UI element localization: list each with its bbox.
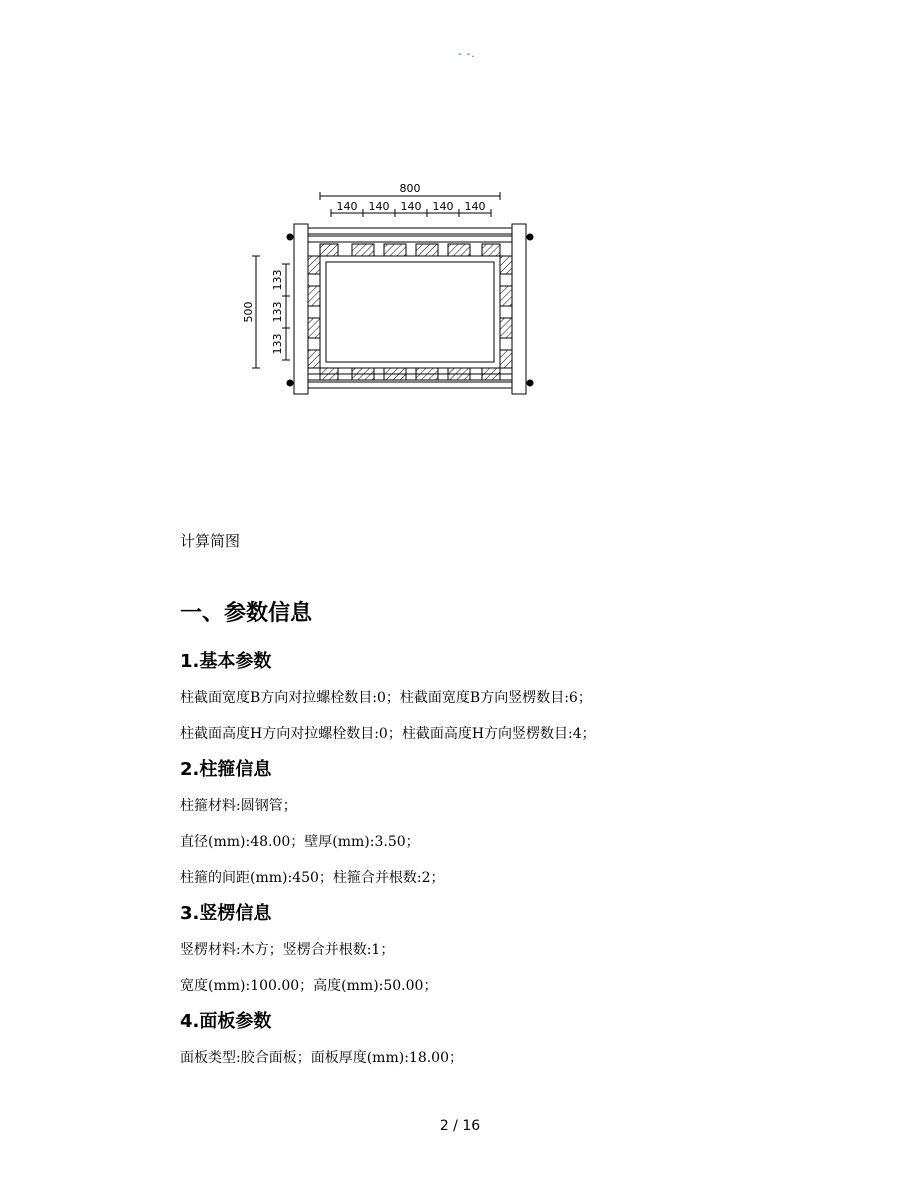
top-studs	[320, 244, 500, 256]
heading-hoop-info: 2.柱箍信息	[180, 759, 272, 780]
stud-info-line-2: 宽度(mm):100.00；高度(mm):50.00；	[180, 978, 438, 994]
heading-basic-params: 1.基本参数	[180, 651, 272, 672]
dim-left-total: 500	[242, 301, 255, 323]
basic-params-line-2: 柱截面高度H方向对拉螺栓数目:0；柱截面高度H方向竖楞数目:4；	[180, 726, 596, 742]
hoop-info-line-1: 柱箍材料:圆钢管；	[180, 798, 297, 814]
column-formwork-diagram	[236, 176, 546, 402]
dim-top-seg-4: 140	[432, 200, 454, 213]
page-number: 2 / 16	[439, 1118, 481, 1134]
hoop-info-line-3: 柱箍的间距(mm):450；柱箍合并根数:2；	[180, 870, 445, 886]
heading-stud-info: 3.竖楞信息	[180, 903, 272, 924]
basic-params-line-1: 柱截面宽度B方向对拉螺栓数目:0；柱截面宽度B方向竖楞数目:6；	[180, 690, 592, 706]
parameter-section	[180, 598, 780, 1076]
dim-top-seg-5: 140	[464, 200, 486, 213]
hoop-info-line-2: 直径(mm):48.00；壁厚(mm):3.50；	[180, 834, 420, 850]
concrete-section	[326, 262, 494, 362]
heading-panel-params: 4.面板参数	[180, 1011, 272, 1032]
dim-top-seg-3: 140	[400, 200, 422, 213]
dim-left-seg-2: 133	[271, 301, 284, 323]
section-title: 一、参数信息	[180, 601, 313, 626]
left-studs	[308, 256, 320, 368]
panel-params-line-1: 面板类型:胶合面板；面板厚度(mm):18.00；	[180, 1050, 463, 1066]
dim-left-seg-3: 133	[271, 333, 284, 355]
dim-top-total: 800	[399, 182, 421, 195]
header-mark: - -.	[458, 49, 476, 60]
stud-info-line-1: 竖楞材料:木方；竖楞合并根数:1；	[180, 942, 395, 958]
figure-caption: 计算简图	[180, 532, 241, 550]
dim-left-seg-1: 133	[271, 269, 284, 291]
dim-top-seg-2: 140	[368, 200, 390, 213]
right-studs	[500, 256, 512, 368]
dim-top-seg-1: 140	[336, 200, 358, 213]
